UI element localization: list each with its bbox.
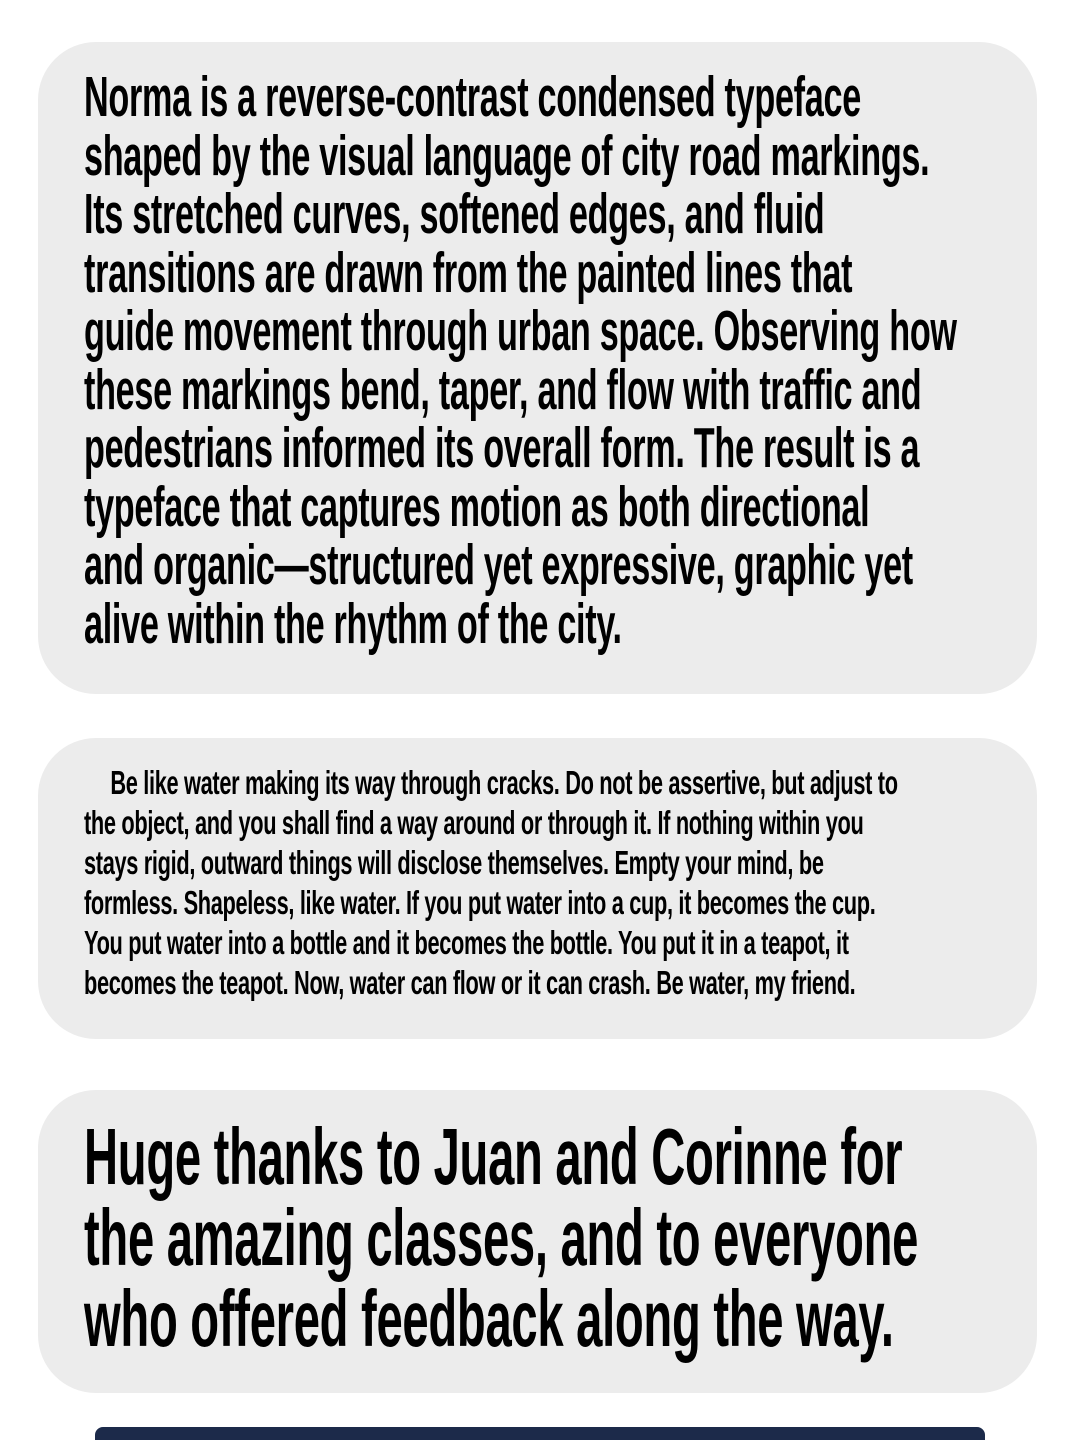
thanks-card [38, 1090, 1037, 1393]
thanks-text: Huge thanks to Juan and Corinne for the amazing classes, and to everyone who offered feedback along the way. [84, 1112, 919, 1363]
water-quote-card [38, 738, 1037, 1039]
next-section-top-edge [95, 1427, 985, 1440]
about-typeface-text: Norma is a reverse-contrast condensed typeface shaped by the visual language of city road markings. Its stretched curves, softened edges, and fluid transitions are drawn from the painted lines that guide movement through urban space. Observing how these markings bend, taper, and flow with traffic and pedestrians informed its overall form. The result is a typeface that captures motion as both directional and organic—structured yet expressive, graphic yet alive within the rhythm of the city. [84, 65, 957, 656]
water-quote-text: Be like water making its way through cracks. Do not be assertive, but adjust to the object, and you shall find a way around or through it. If nothing within you stays rigid, outward things will disclose themselves. Empty your mind, be formless. Shapeless, like water. If you put water into a cup, it becomes the cup. You put water into a bottle and it becomes the bottle. You put it in a teapot, it becomes the teapot. Now, water can flow or it can crash. Be water, my friend. [84, 764, 898, 1001]
about-typeface-card [38, 42, 1037, 694]
